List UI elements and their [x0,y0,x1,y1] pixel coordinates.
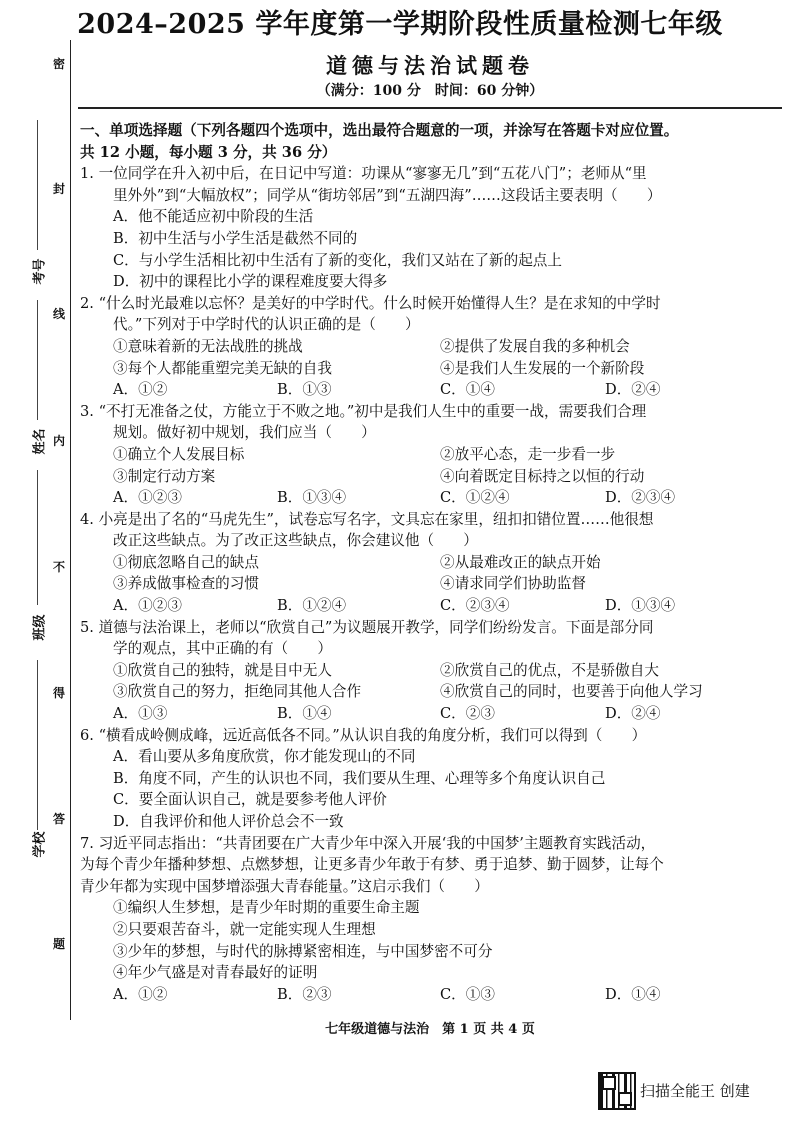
seal-char: 封 [53,182,66,196]
binding-line [70,40,71,1020]
statement: ③每个人都能重塑完美无缺的自我 [113,359,332,377]
question-3 [80,401,786,509]
statement: ④年少气盛是对青春最好的证明 [113,964,318,982]
statement: ②从最难改正的缺点开始 [440,553,601,571]
question-6 [80,725,786,833]
question-stem: 规划。做好初中规划，我们应当（ ） [113,424,376,442]
option: B．初中生活与小学生活是截然不同的 [113,229,358,247]
question-stem: 青少年都为实现中国梦增添强大青春能量。”这启示我们（ ） [80,877,489,895]
statement: ②只要艰苦奋斗，就一定能实现人生理想 [113,920,376,938]
page-title: 2024–2025 学年度第一学期阶段性质量检测七年级 [77,9,723,40]
question-2 [80,293,786,401]
field-line [37,660,38,830]
seal-char: 题 [53,937,66,951]
statement-list [113,552,786,595]
choice: C．②③ [440,705,495,723]
option: B．角度不同，产生的认识也不同，我们要从生理、心理等多个角度认识自己 [113,769,606,787]
seal-char: 内 [53,434,66,448]
question-4 [80,509,786,617]
question-stem: 5. 道德与法治课上，老师以“欣赏自己”为议题展开教学，同学们纷纷发言。下面是部分同 [80,618,654,636]
question-stem: 7. 习近平同志指出：“共青团要在广大青少年中深入开展‘我的中国梦’主题教育实践活动， [80,834,656,852]
statement: ③制定行动方案 [113,467,216,485]
choice-row [113,595,786,617]
statement-list [113,444,786,487]
statement: ①彻底忽略自己的缺点 [113,553,259,571]
choice-row [113,379,786,401]
statement: ④是我们人生发展的一个新阶段 [440,359,645,377]
statement: ④欣赏自己的同时，也要善于向他人学习 [440,683,703,701]
question-stem: 学的观点，其中正确的有（ ） [113,640,332,658]
statement: ②欣赏自己的优点，不是骄傲自大 [440,661,659,679]
choice-row [113,984,786,1006]
option: D．自我评价和他人评价总会不一致 [113,813,344,830]
field-label-name: 姓名 [32,428,48,455]
field-line [37,300,38,420]
choice: A．①②③ [113,489,182,507]
choice: A．①②③ [113,597,182,615]
choice: D．②④ [605,381,661,399]
question-stem: 6. “横看成岭侧成峰，远近高低各不同。”从认识自我的角度分析，我们可以得到（ ） [80,726,647,744]
question-stem: 4. 小亮是出了名的“马虎先生”，试卷忘写名字，文具忘在家里，纽扣扣错位置……他很想 [80,510,654,528]
choice: C．②③④ [440,597,510,615]
choice: B．①②④ [277,597,347,615]
choice-row [113,703,786,725]
option: D．初中的课程比小学的课程难度要大得多 [113,273,388,291]
section-heading: 一、单项选择题（下列各题四个选项中，选出最符合题意的一项，并涂写在答题卡对应位置。 [80,122,679,139]
choice: D．①④ [605,985,661,1003]
statement: ②放平心态，走一步看一步 [440,445,616,463]
choice: B．②③ [277,985,332,1003]
field-label-class: 班级 [32,614,48,641]
scanner-watermark: 扫描全能王 创建 [640,1082,750,1100]
header-divider [78,107,782,109]
statement: ①确立个人发展目标 [113,445,245,463]
choice: D．①③④ [605,597,676,615]
statement-list [113,660,786,703]
choice: B．①④ [277,705,332,723]
statement: ①欣赏自己的独特，就是目中无人 [113,661,332,679]
option: A．看山要从多角度欣赏，你才能发现山的不同 [113,748,416,766]
seal-char: 密 [53,57,66,71]
choice: A．①③ [113,705,168,723]
question-stem: 3. “不打无准备之仗，方能立于不败之地。”初中是我们人生中的重要一战，需要我们合理 [80,402,647,420]
statement: ③少年的梦想，与时代的脉搏紧密相连，与中国梦密不可分 [113,942,493,960]
statement: ③欣赏自己的努力，拒绝同其他人合作 [113,683,362,701]
field-line [37,470,38,605]
option: C．要全面认识自己，就是要参考他人评价 [113,791,387,809]
seal-char: 得 [53,686,66,700]
question-stem: 为每个青少年播种梦想、点燃梦想，让更多青少年敢于有梦、勇于追梦、勤于圆梦，让每个 [80,856,664,874]
choice: B．①③④ [277,489,347,507]
question-stem: 改正这些缺点。为了改正这些缺点，你会建议他（ ） [113,532,478,550]
page-subtitle: 道德与法治试题卷 [326,53,534,78]
choice: C．①②④ [440,489,510,507]
statement: ③养成做事检查的习惯 [113,575,259,593]
option: C．与小学生活相比初中生活有了新的变化，我们又站在了新的起点上 [113,251,562,269]
question-1 [80,163,786,293]
choice: A．①② [113,381,168,399]
statement: ④请求同学们协助监督 [440,575,586,593]
question-section [80,120,786,1005]
choice: B．①③ [277,381,332,399]
field-label-exam-number: 考号 [32,258,48,285]
statement: ①意味着新的无法战胜的挑战 [113,337,303,355]
statement: ④向着既定目标持之以恒的行动 [440,467,645,485]
choice: C．①③ [440,985,495,1003]
question-5 [80,617,786,725]
choice-row [113,487,786,509]
choice: D．②④ [605,705,661,723]
question-7 [80,833,786,1006]
choice: D．②③④ [605,489,676,507]
question-stem: 1. 一位同学在升入初中后，在日记中写道：功课从“寥寥无几”到“五花八门”；老师从“里 [80,165,647,183]
field-line [37,120,38,250]
statement: ①编织人生梦想，是青少年时期的重要生命主题 [113,899,420,917]
choice: C．①④ [440,381,495,399]
field-label-school: 学校 [32,831,48,858]
question-stem: 2. “什么时光最难以忘怀？是美好的中学时代。什么时候开始懂得人生？是在求知的中学时 [80,294,661,312]
question-stem: 里外外”到“大幅放权”；同学从“街坊邻居”到“五湖四海”……这段话主要表明（ ） [113,186,662,204]
seal-char: 不 [53,560,66,574]
question-stem: 代。”下列对于中学时代的认识正确的是（ ） [113,316,420,334]
qr-code-icon [598,1072,636,1110]
choice: A．①② [113,985,168,1003]
seal-char: 线 [53,307,66,321]
exam-meta: （满分：100 分 时间：60 分钟） [316,83,544,99]
section-heading: 共 12 小题，每小题 3 分，共 36 分） [80,143,337,161]
seal-char: 答 [53,812,66,826]
option: A．他不能适应初中阶段的生活 [113,208,314,226]
statement: ②提供了发展自我的多种机会 [440,337,630,355]
statement-list [113,336,786,379]
page-footer: 七年级道德与法治 第 1 页 共 4 页 [325,1022,535,1037]
